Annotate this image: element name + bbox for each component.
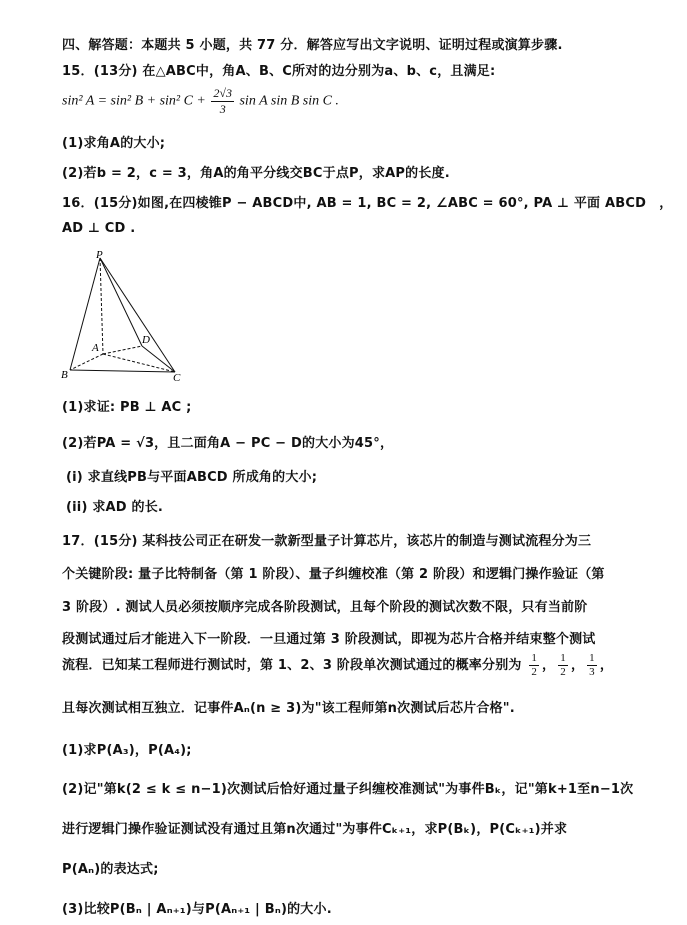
label-A: A [92,342,99,354]
problem-15-head: 15．(13分) 在△ABC中，角A、B、C所对的边分别为a、b、c，且满足: [62,64,496,79]
problem-17-line-6: 且每次测试相互独立．记事件Aₙ(n ≥ 3)为"该工程师第n次测试后芯片合格". [62,701,515,716]
label-B: B [61,369,68,381]
problem-16-q1: (1)求证: PB ⊥ AC ; [62,400,192,415]
problem-16-head: 16．(15分)如图,在四棱锥P − ABCD中, AB = 1, BC = 2, ∠ABC = 60°, PA ⊥ 平面 ABCD ， [62,196,673,211]
edge-BC [70,370,175,372]
prob-num-3: 1 [589,652,595,664]
problem-17-line-1: 17．(15分) 某科技公司正在研发一款新型量子计算芯片，该芯片的制造与测试流程分为三 [62,534,592,549]
problem-17-q1: (1)求P(A₃)，P(A₄); [62,743,192,758]
label-D: D [142,334,150,346]
pyramid-figure [60,250,190,382]
prob-den-3: 3 [589,666,595,678]
fraction-numerator: 2√3 [213,86,232,100]
probability-sentence: 流程．已知某工程师进行测试时，第 1、2、3 阶段单次测试通过的概率分别为 [62,658,522,673]
edge-AD [103,346,142,354]
problem-15-q2: (2)若b = 2，c = 3，角A的角平分线交BC于点P，求AP的长度. [62,166,450,181]
problem-16-q2-i: (i) 求直线PB与平面ABCD 所成角的大小; [66,470,318,485]
prob-num-2: 1 [560,652,566,664]
problem-16-q2-ii: (ii) 求AD 的长. [66,500,164,515]
section-title: 四、解答题：本题共 5 小题，共 77 分．解答应写出文字说明、证明过程或演算步骤. [62,38,563,53]
edge-AB [70,354,103,370]
prob-num-1: 1 [531,652,538,664]
problem-16-q2: (2)若PA = √3，且二面角A − PC − D的大小为45°， [62,436,394,451]
problem-15-q1: (1)求角A的大小; [62,136,166,151]
problem-17-line-4: 段测试通过后才能进入下一阶段．一旦通过第 3 阶段测试，即视为芯片合格并结束整个测试 [62,632,596,647]
problem-17-q2-b: 进行逻辑门操作验证测试没有通过且第n次通过"为事件Cₖ₊₁，求P(Bₖ)，P(Cₖ₊₁)并求 [62,822,568,837]
formula-left: sin² A = sin² B + sin² C + [62,93,206,109]
edge-PC [100,258,175,372]
problem-17-q3: (3)比较P(Bₙ | Aₙ₊₁)与P(Aₙ₊₁ | Bₙ)的大小. [62,902,332,917]
formula-right: sin A sin B sin C . [239,93,339,109]
prob-den-1: 2 [531,666,538,678]
label-C: C [173,372,181,382]
problem-17-line-2: 个关键阶段: 量子比特制备（第 1 阶段）、量子纠缠校准（第 2 阶段）和逻辑门操作验证（第 [62,567,605,582]
problem-16-condition: AD ⊥ CD . [62,221,136,236]
formula-fraction [211,86,234,117]
label-P: P [96,250,103,261]
problem-17-line-5: 流程．已知某工程师进行测试时，第 1、2、3 阶段单次测试通过的概率分别为 $\frac{1}{2}$ ， $\frac{1}{2}$ ， $\frac{1}{3}$ ， [62,652,614,678]
prob-den-2: 2 [560,666,566,678]
prob-fraction-2 [558,652,568,679]
prob-fraction-3 [587,652,597,679]
edge-PA [100,258,103,354]
problem-17-line-3: 3 阶段）. 测试人员必须按顺序完成各阶段测试，且每个阶段的测试次数不限，只有当前阶 [62,600,588,615]
prob-fraction-1 [529,652,539,679]
fraction-denominator: 3 [219,102,226,116]
edge-PD [100,258,142,346]
problem-17-q2-a: (2)记"第k(2 ≤ k ≤ n−1)次测试后恰好通过量子纠缠校准测试"为事件Bₖ，记"第k+1至n−1次 [62,782,634,797]
problem-15-formula [62,86,339,117]
problem-17-q2-c: P(Aₙ)的表达式; [62,862,159,877]
